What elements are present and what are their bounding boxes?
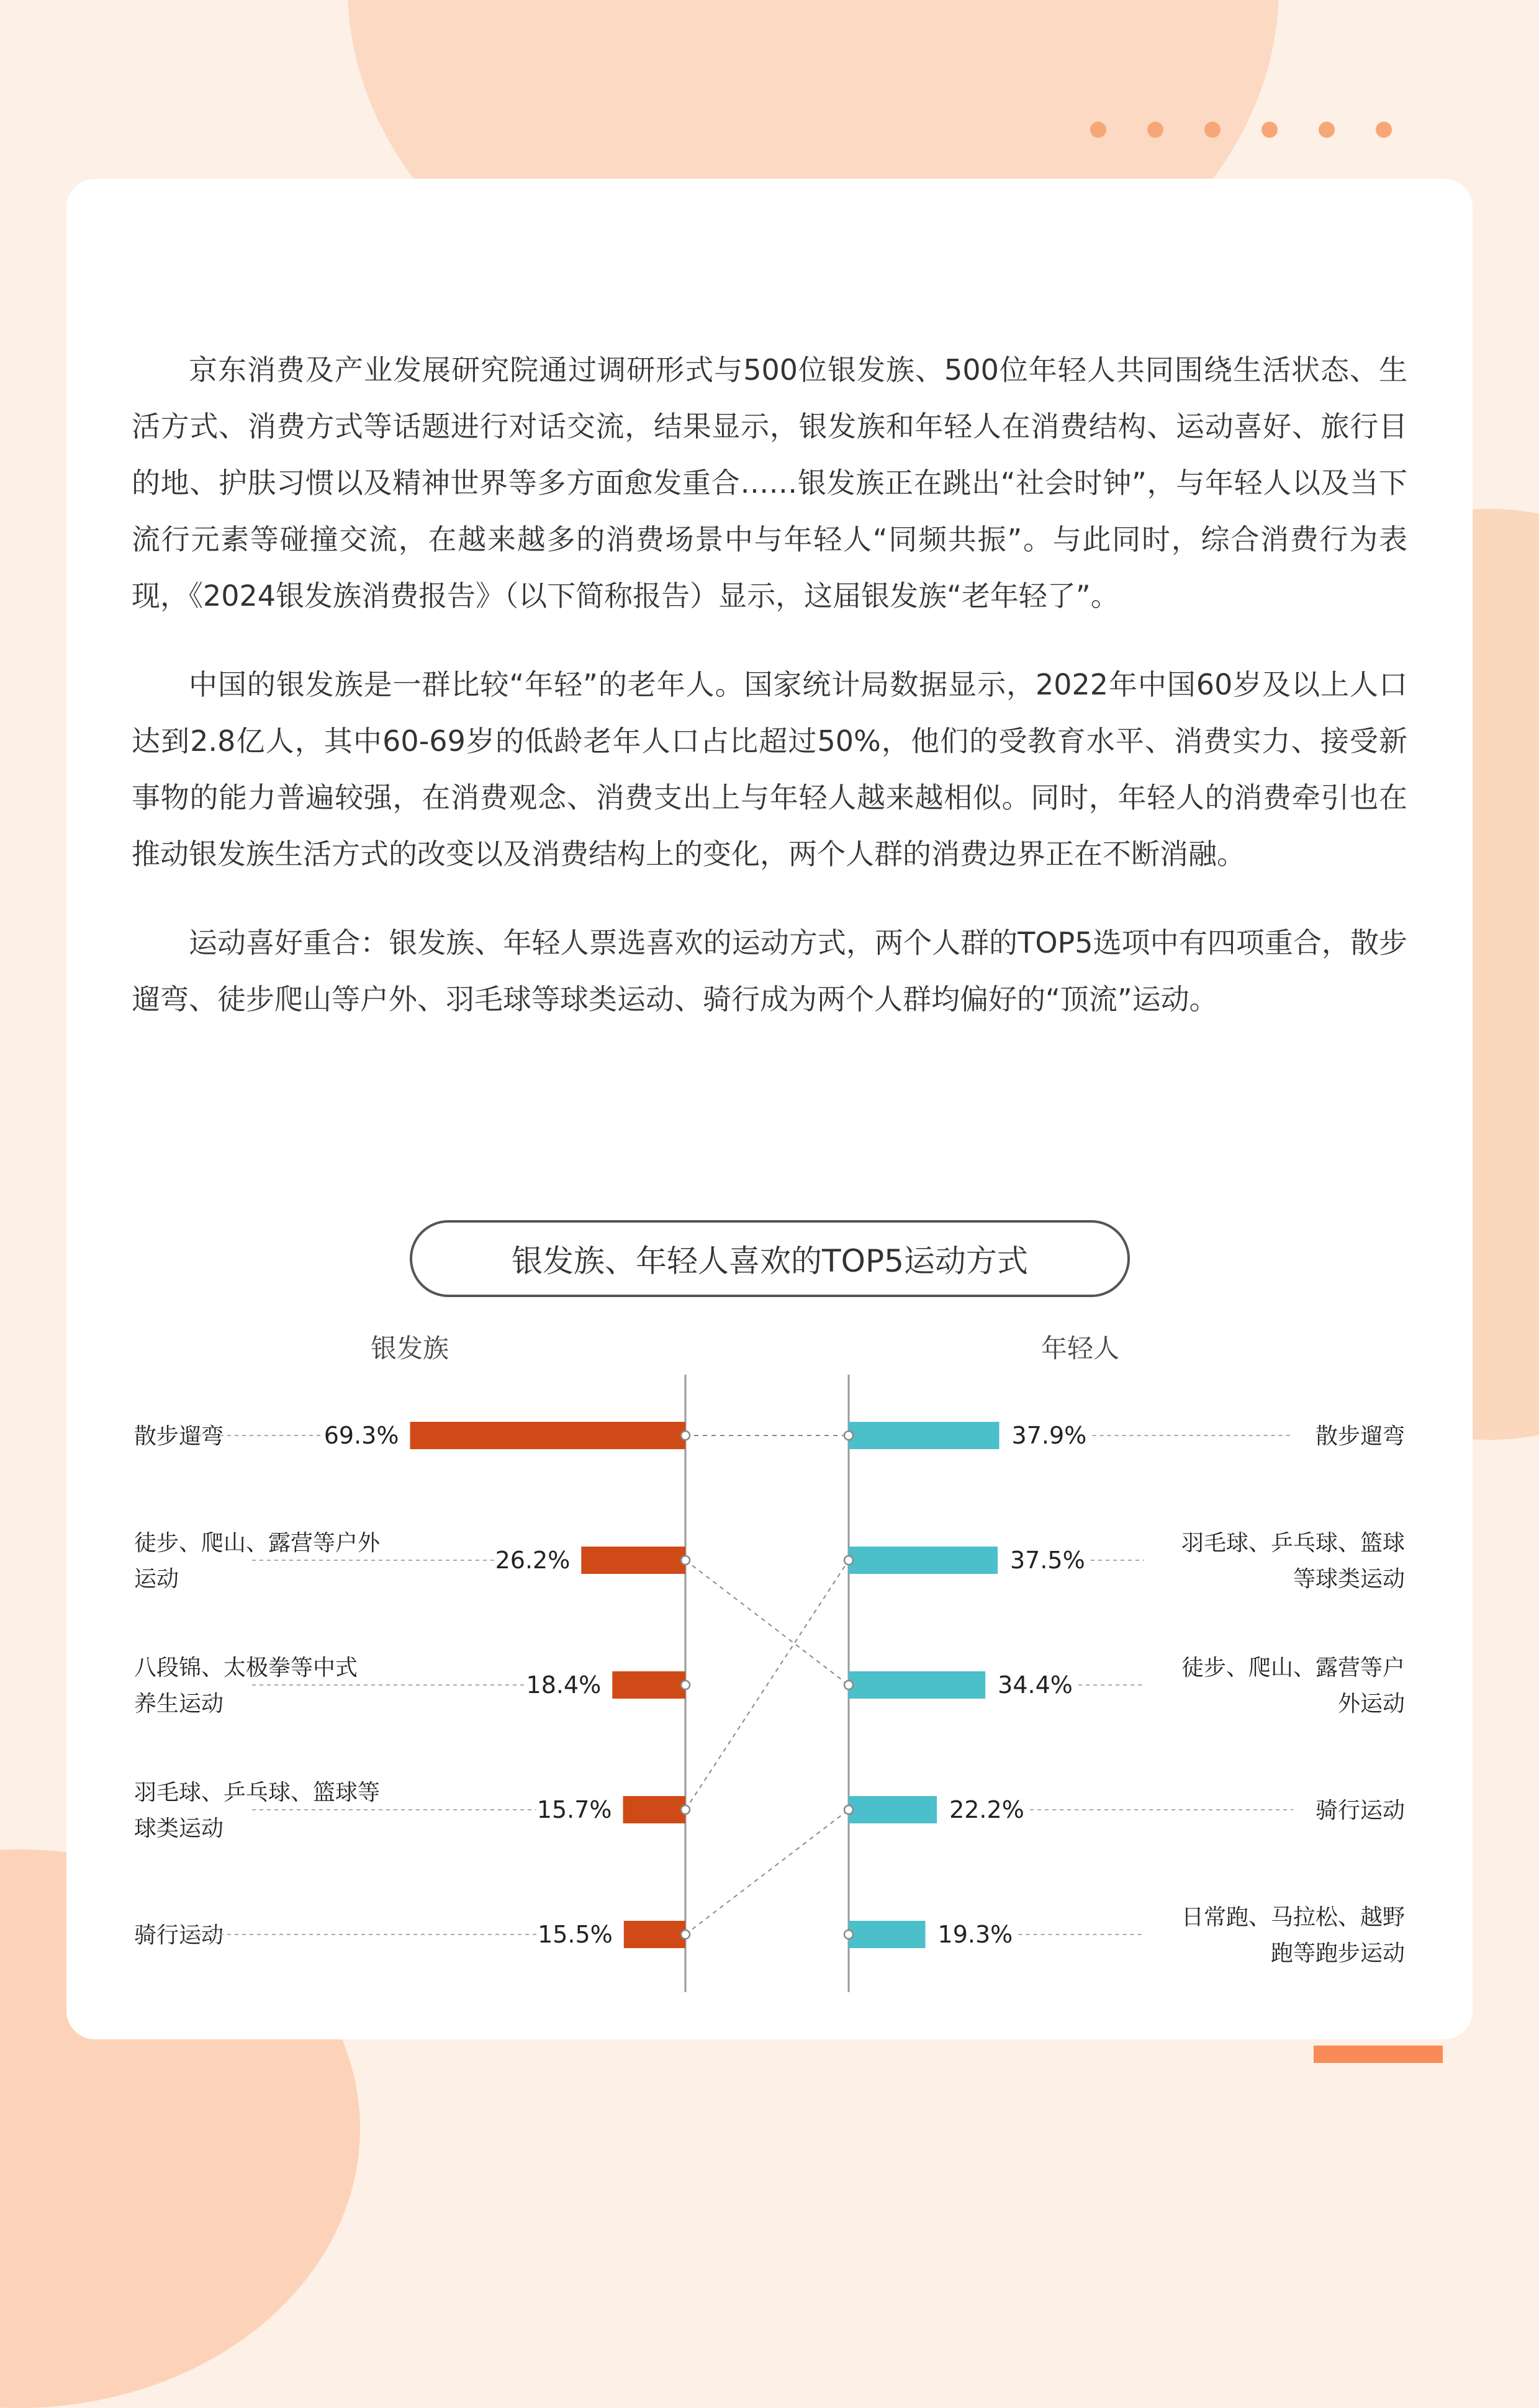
bar-right — [849, 1422, 1000, 1449]
value-label-left: 26.2% — [495, 1547, 571, 1574]
value-label-right: 22.2% — [949, 1796, 1024, 1823]
category-label-left: 散步遛弯 — [134, 1424, 224, 1449]
category-label-right: 羽毛球、乒乓球、篮球 — [1181, 1530, 1405, 1556]
value-label-right: 34.4% — [998, 1671, 1073, 1699]
category-label-left: 骑行运动 — [134, 1923, 224, 1948]
axis-dot-left — [681, 1556, 690, 1565]
paragraph: 京东消费及产业发展研究院通过调研形式与500位银发族、500位年轻人共同围绕生活状态、生活方式、消费方式等话题进行对话交流，结果显示，银发族和年轻人在消费结构、运动喜好、旅行目的地、护肤习惯以及精神世界等多方面愈发重合……银发族正在跳出“社会时钟”，与年轻人以及当下流行元素等碰撞交流，在越来越多的消费场景中与年轻人“同频共振”。与此同时，综合消费行为表现，《2024银发族消费报告》（以下简称报告）显示，这届银发族“老年轻了”。 — [132, 353, 1407, 613]
axis-dot-right — [844, 1431, 853, 1440]
bar-right — [849, 1671, 985, 1699]
value-label-right: 19.3% — [937, 1921, 1013, 1948]
axis-dot-left — [681, 1431, 690, 1440]
bar-left — [410, 1422, 685, 1449]
category-label-right: 跑等跑步运动 — [1270, 1941, 1405, 1966]
category-label-right: 散步遛弯 — [1315, 1424, 1405, 1449]
value-label-left: 18.4% — [526, 1671, 602, 1699]
bar-left — [624, 1921, 685, 1948]
category-label-right: 日常跑、马拉松、越野 — [1181, 1905, 1405, 1930]
axis-dot-right — [844, 1556, 853, 1565]
right-group-header: 年轻人 — [1040, 1333, 1119, 1363]
bar-right — [849, 1796, 937, 1823]
bar-left — [612, 1671, 685, 1699]
category-label-right: 徒步、爬山、露营等户 — [1181, 1655, 1405, 1681]
value-label-left: 69.3% — [323, 1422, 399, 1449]
axis-dot-right — [844, 1681, 853, 1689]
chart-title: 银发族、年轻人喜欢的TOP5运动方式 — [410, 1220, 1130, 1297]
bar-right — [849, 1921, 926, 1948]
axis-dot-left — [681, 1681, 690, 1689]
category-label-left: 八段锦、太极拳等中式 — [134, 1655, 358, 1681]
bar-left — [623, 1796, 685, 1823]
category-label-right: 骑行运动 — [1315, 1798, 1405, 1823]
paragraph: 运动喜好重合：银发族、年轻人票选喜欢的运动方式，两个人群的TOP5选项中有四项重合，散步遛弯、徒步爬山等户外、羽毛球等球类运动、骑行成为两个人群均偏好的“顶流”运动。 — [132, 926, 1407, 1016]
bar-left — [581, 1547, 685, 1574]
value-label-right: 37.9% — [1011, 1422, 1087, 1449]
axis-dot-left — [681, 1930, 690, 1939]
value-label-left: 15.7% — [536, 1796, 612, 1823]
axis-dot-right — [844, 1930, 853, 1939]
left-group-header: 银发族 — [370, 1333, 449, 1363]
value-label-left: 15.5% — [538, 1921, 613, 1948]
category-label-left: 球类运动 — [134, 1816, 224, 1841]
category-label-right: 等球类运动 — [1293, 1566, 1405, 1592]
value-label-right: 37.5% — [1010, 1547, 1085, 1574]
paragraph: 中国的银发族是一群比较“年轻”的老年人。国家统计局数据显示，2022年中国60岁及以上人口达到2.8亿人，其中60-69岁的低龄老年人口占比超过50%，他们的受教育水平、消费实力、接受新事物的能力普遍较强，在消费观念、消费支出上与年轻人越来越相似。同时，年轻人的消费牵引也在推动银发族生活方式的改变以及消费结构上的变化，两个人群的消费边界正在不断消融。 — [132, 668, 1407, 871]
category-label-left: 徒步、爬山、露营等户外 — [134, 1530, 381, 1556]
connector-line — [685, 1810, 849, 1934]
category-label-left: 运动 — [134, 1566, 179, 1592]
bar-right — [849, 1547, 998, 1574]
category-label-right: 外运动 — [1337, 1691, 1405, 1717]
category-label-left: 羽毛球、乒乓球、篮球等 — [134, 1780, 381, 1805]
connector-line — [685, 1560, 849, 1810]
axis-dot-left — [681, 1805, 690, 1814]
category-label-left: 养生运动 — [134, 1691, 224, 1717]
axis-dot-right — [844, 1805, 853, 1814]
connector-line — [685, 1560, 849, 1685]
